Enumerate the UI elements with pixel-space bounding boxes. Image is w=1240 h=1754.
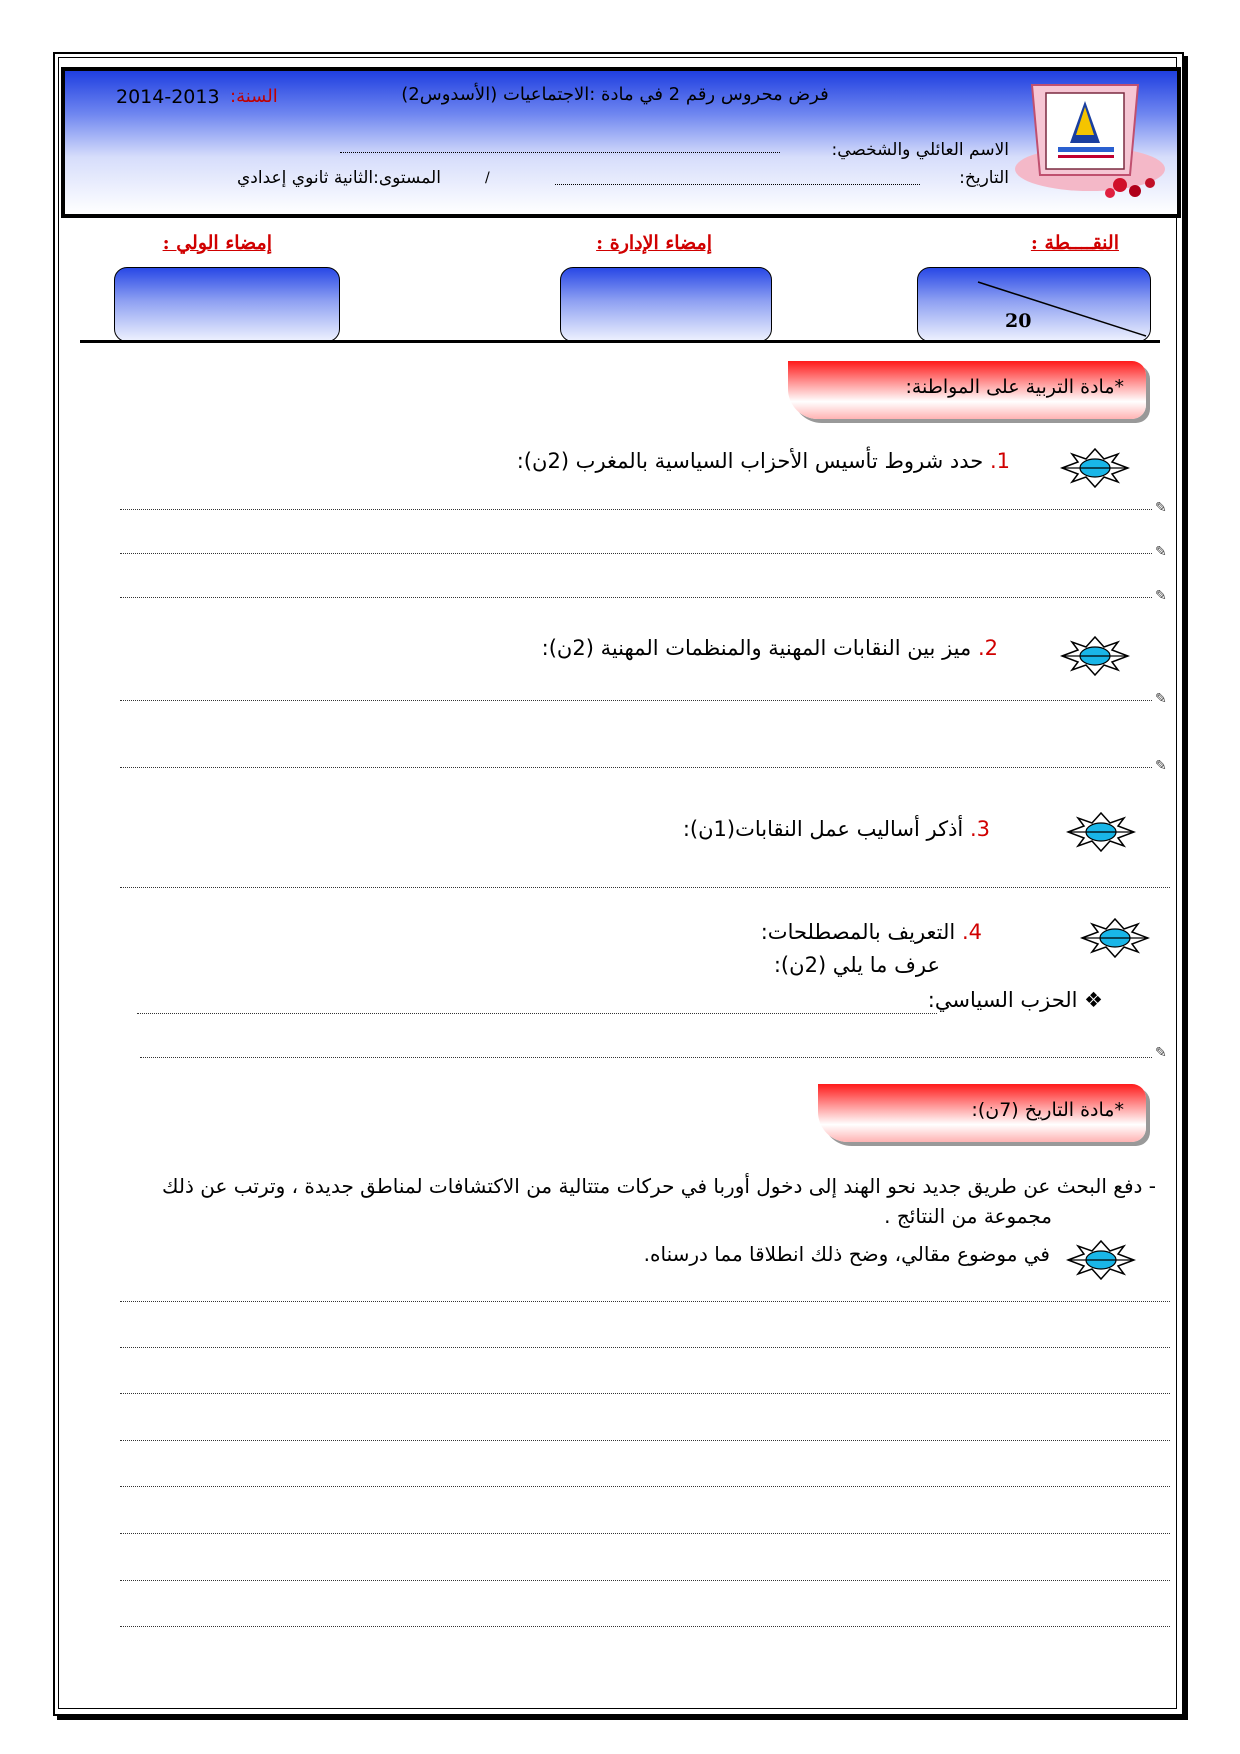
sun-star-icon: [1066, 1240, 1136, 1280]
answer-line[interactable]: [137, 1013, 937, 1014]
answer-line[interactable]: [120, 553, 1152, 554]
grade-slash-line: [918, 268, 1150, 341]
sun-star-icon: [1060, 636, 1130, 676]
school-logo: [1010, 77, 1170, 205]
guardian-signature-label: إمضاء الولي :: [162, 232, 272, 254]
question-1-number: 1.: [989, 449, 1010, 473]
pencil-icon: ✎: [1155, 500, 1167, 516]
max-score: 20: [1005, 310, 1032, 332]
question-2-number: 2.: [977, 636, 998, 660]
header-divider: [80, 340, 1160, 343]
question-4-number: 4.: [961, 920, 982, 944]
answer-line[interactable]: [120, 509, 1152, 510]
question-1-text: حدد شروط تأسيس الأحزاب السياسية بالمغرب (2ن):: [516, 449, 990, 473]
answer-line[interactable]: [120, 767, 1152, 768]
date-label: التاريخ:: [959, 168, 1009, 188]
answer-line[interactable]: [120, 887, 1170, 888]
pencil-icon: ✎: [1155, 1045, 1167, 1061]
admin-signature-label: إمضاء الإدارة :: [596, 232, 712, 254]
question-3-number: 3.: [969, 817, 990, 841]
pencil-icon: ✎: [1155, 588, 1167, 604]
answer-line[interactable]: [120, 1393, 1170, 1394]
answer-line[interactable]: [120, 597, 1152, 598]
answer-line[interactable]: [120, 700, 1152, 701]
civics-section-title: *مادة التربية على المواطنة:: [905, 376, 1124, 398]
pencil-icon: ✎: [1155, 691, 1167, 707]
name-field[interactable]: [340, 152, 780, 153]
history-prompt-line-2: مجموعة من النتائج .: [884, 1204, 1052, 1228]
level-label: المستوى:الثانية ثانوي إعدادي: [237, 168, 441, 188]
grade-label: النقــــطة :: [1030, 232, 1119, 254]
answer-line[interactable]: [140, 1057, 1152, 1058]
question-4-text: التعريف بالمصطلحات:: [760, 920, 962, 944]
sun-star-icon: [1060, 448, 1130, 488]
answer-line[interactable]: [120, 1626, 1170, 1627]
name-label: الاسم العائلي والشخصي:: [831, 140, 1009, 160]
question-4-subprompt: عرف ما يلي (2ن):: [773, 953, 940, 977]
question-4: [761, 920, 982, 944]
question-3-text: أذكر أساليب عمل النقابات(1ن):: [682, 817, 970, 841]
history-prompt-line-1: - دفع البحث عن طريق جديد نحو الهند إلى دخول أوربا في حركات متتالية من الاكتشافات لمناطق جديدة ، وترتب عن ذلك: [162, 1174, 1156, 1198]
pencil-icon: ✎: [1155, 758, 1167, 774]
year-label: السنة:: [230, 86, 278, 107]
date-separator: /: [485, 170, 490, 186]
exam-title: فرض محروس رقم 2 في مادة :الاجتماعيات (الأسدوس2): [401, 84, 829, 105]
answer-line[interactable]: [120, 1301, 1170, 1302]
question-2-text: ميز بين النقابات المهنية والمنظمات المهنية (2ن):: [541, 636, 978, 660]
question-3: [683, 817, 990, 841]
answer-line[interactable]: [120, 1347, 1170, 1348]
date-field[interactable]: [555, 184, 920, 185]
answer-line[interactable]: [120, 1580, 1170, 1581]
answer-line[interactable]: [120, 1486, 1170, 1487]
answer-line[interactable]: [120, 1533, 1170, 1534]
term-political-party: ❖ الحزب السياسي:: [927, 988, 1103, 1012]
sun-star-icon: [1080, 918, 1150, 958]
year-value: 2014-2013: [116, 86, 220, 108]
answer-line[interactable]: [120, 1440, 1170, 1441]
history-section-title: *مادة التاريخ (7ن):: [971, 1099, 1124, 1121]
pencil-icon: ✎: [1155, 544, 1167, 560]
grade-box[interactable]: [917, 267, 1151, 342]
civics-section-banner: [788, 361, 1146, 419]
sun-star-icon: [1066, 812, 1136, 852]
guardian-signature-box[interactable]: [114, 267, 340, 342]
history-prompt-line-3: في موضوع مقالي، وضح ذلك انطلاقا مما درسناه.: [643, 1242, 1050, 1266]
question-1: [517, 449, 1010, 473]
history-section-banner: [818, 1084, 1146, 1142]
question-2: [542, 636, 998, 660]
admin-signature-box[interactable]: [560, 267, 772, 342]
